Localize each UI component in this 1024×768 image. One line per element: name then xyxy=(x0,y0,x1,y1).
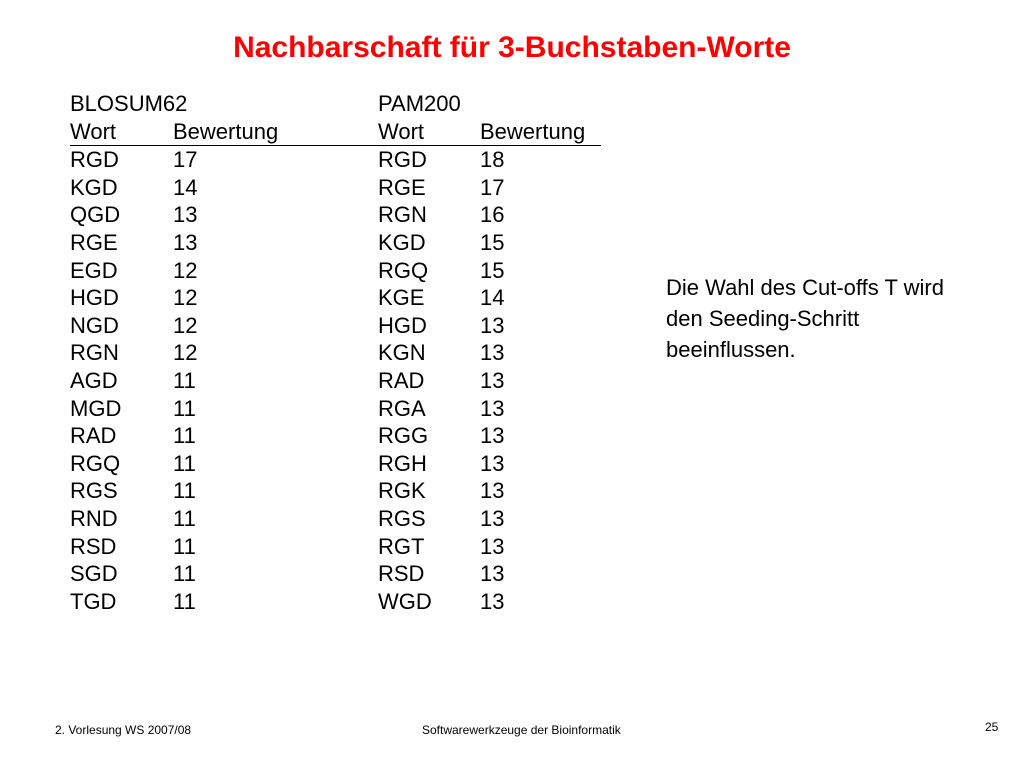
footer-course: Softwarewerkzeuge der Bioinformatik xyxy=(422,723,621,737)
pam-score: 13 xyxy=(480,340,505,366)
table-row xyxy=(70,560,601,588)
matrix-label-pam200: PAM200 xyxy=(378,91,461,116)
blosum-score: 13 xyxy=(173,202,198,228)
table-row xyxy=(70,588,601,616)
blosum-word: AGD xyxy=(70,367,118,393)
table-row xyxy=(70,477,601,505)
blosum-word: RAD xyxy=(70,423,117,449)
table-row xyxy=(70,229,601,257)
column-header-bewertung: Bewertung xyxy=(480,118,586,144)
blosum-word: NGD xyxy=(70,312,119,338)
blosum-score: 12 xyxy=(173,257,198,283)
blosum-word: RGQ xyxy=(70,450,121,476)
table-row xyxy=(70,284,601,312)
pam-word: WGD xyxy=(378,588,432,614)
table-row xyxy=(70,257,601,285)
blosum-score: 11 xyxy=(173,588,196,614)
table-row xyxy=(70,367,601,395)
table-row xyxy=(70,395,601,423)
pam-word: KGN xyxy=(378,340,426,366)
blosum-score: 11 xyxy=(173,367,196,393)
pam-word: RGH xyxy=(378,450,427,476)
table-row xyxy=(70,422,601,450)
pam-word: RGS xyxy=(378,505,426,531)
pam-score: 13 xyxy=(480,450,505,476)
pam-score: 17 xyxy=(480,174,505,200)
blosum-score: 12 xyxy=(173,285,198,311)
blosum-word: QGD xyxy=(70,202,121,228)
pam-word: RGG xyxy=(378,423,429,449)
blosum-word: MGD xyxy=(70,395,122,421)
blosum-word: RND xyxy=(70,505,118,531)
pam-score: 13 xyxy=(480,505,505,531)
blosum-score: 11 xyxy=(173,505,196,531)
blosum-word: KGD xyxy=(70,174,118,200)
blosum-score: 11 xyxy=(173,478,196,504)
blosum-word: RGN xyxy=(70,340,119,366)
cutoff-note: Die Wahl des Cut-offs T wird den Seeding-Schritt beeinflussen. xyxy=(666,275,944,362)
pam-score: 13 xyxy=(480,533,505,559)
blosum-score: 11 xyxy=(173,533,196,559)
blosum-word: RGE xyxy=(70,229,118,255)
blosum-word: EGD xyxy=(70,257,118,283)
blosum-score: 11 xyxy=(173,450,196,476)
blosum-score: 12 xyxy=(173,340,198,366)
column-header-wort: Wort xyxy=(70,118,117,144)
table-row xyxy=(70,505,601,533)
pam-word: RGN xyxy=(378,202,427,228)
table-row xyxy=(70,201,601,229)
pam-score: 13 xyxy=(480,561,505,587)
blosum-score: 14 xyxy=(173,174,198,200)
pam-score: 16 xyxy=(480,202,505,228)
pam-word: RGA xyxy=(378,395,426,421)
slide-title: Nachbarschaft für 3-Buchstaben-Worte xyxy=(233,31,791,64)
table-row xyxy=(70,312,601,340)
pam-word: RSD xyxy=(378,561,425,587)
column-header-bewertung: Bewertung xyxy=(173,118,279,144)
pam-word: KGD xyxy=(378,229,426,255)
table-row xyxy=(70,339,601,367)
pam-score: 15 xyxy=(480,229,505,255)
table-row xyxy=(70,146,601,174)
pam-score: 13 xyxy=(480,367,505,393)
column-header-row xyxy=(70,118,601,147)
pam-score: 13 xyxy=(480,312,505,338)
pam-score: 14 xyxy=(480,285,505,311)
pam-word: RGD xyxy=(378,147,427,173)
table-row xyxy=(70,533,601,561)
page-number: 25 xyxy=(985,720,999,734)
pam-word: RGK xyxy=(378,478,426,504)
pam-score: 15 xyxy=(480,257,505,283)
pam-word: KGE xyxy=(378,285,425,311)
pam-score: 13 xyxy=(480,478,505,504)
pam-word: RAD xyxy=(378,367,425,393)
blosum-word: RSD xyxy=(70,533,117,559)
pam-score: 13 xyxy=(480,588,505,614)
blosum-word: RGS xyxy=(70,478,118,504)
score-table xyxy=(70,90,601,615)
pam-score: 13 xyxy=(480,423,505,449)
pam-word: RGT xyxy=(378,533,425,559)
pam-word: HGD xyxy=(378,312,427,338)
blosum-score: 17 xyxy=(173,147,198,173)
pam-word: RGQ xyxy=(378,257,429,283)
blosum-score: 11 xyxy=(173,395,196,421)
table-row xyxy=(70,174,601,202)
blosum-score: 12 xyxy=(173,312,198,338)
blosum-score: 11 xyxy=(173,423,196,449)
footer-lecture: 2. Vorlesung WS 2007/08 xyxy=(55,723,192,737)
table-row xyxy=(70,450,601,478)
blosum-word: SGD xyxy=(70,561,118,587)
blosum-word: TGD xyxy=(70,588,117,614)
pam-score: 18 xyxy=(480,147,505,173)
matrix-label-blosum62: BLOSUM62 xyxy=(70,91,188,116)
blosum-word: HGD xyxy=(70,285,119,311)
column-header-wort: Wort xyxy=(378,118,425,144)
pam-score: 13 xyxy=(480,395,505,421)
blosum-score: 13 xyxy=(173,229,198,255)
blosum-score: 11 xyxy=(173,561,196,587)
pam-word: RGE xyxy=(378,174,426,200)
blosum-word: RGD xyxy=(70,147,119,173)
matrix-header-row xyxy=(70,90,601,118)
table-body xyxy=(70,146,601,615)
